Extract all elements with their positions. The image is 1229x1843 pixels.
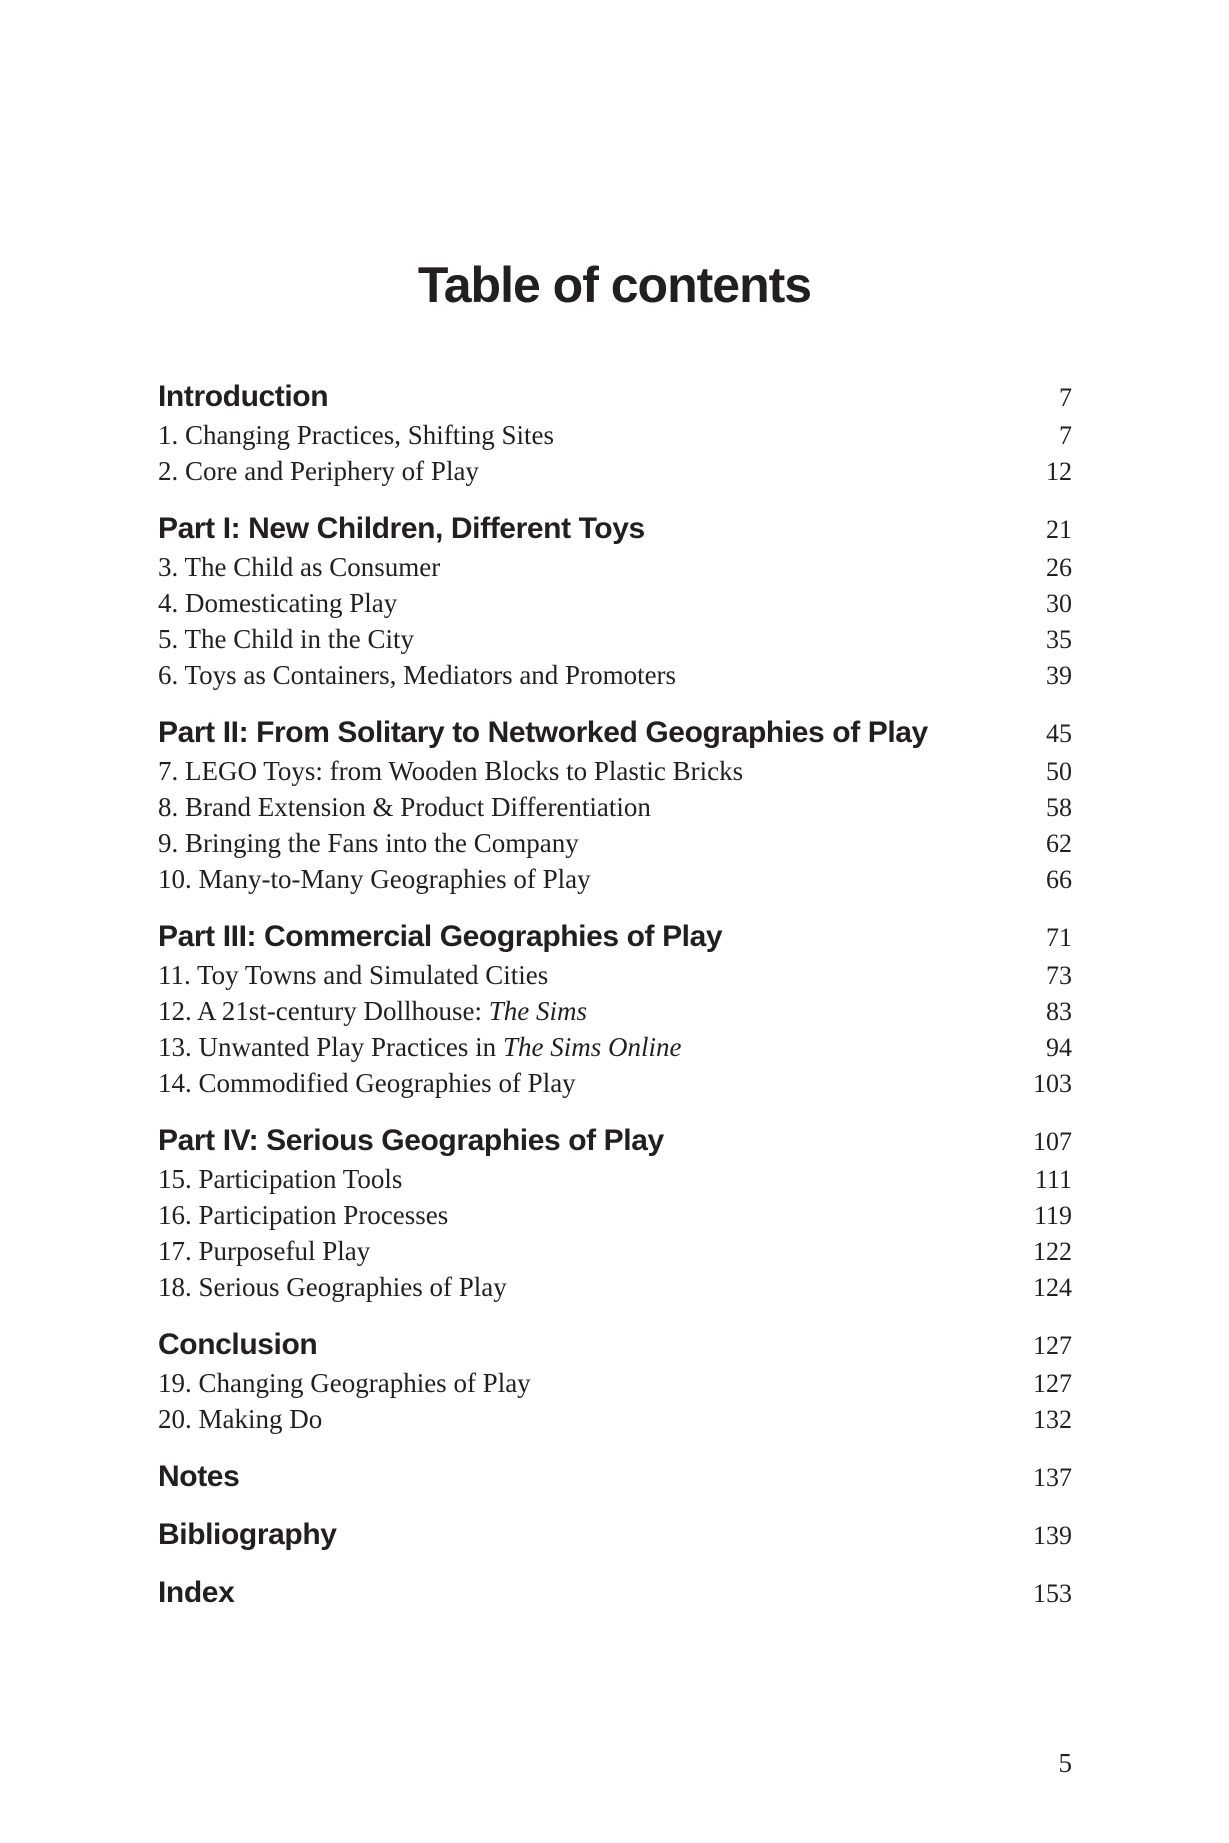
- toc-entry-label: 10. Many-to-Many Geographies of Play: [158, 864, 591, 894]
- toc-entry-page: 111: [1034, 1165, 1072, 1194]
- toc-section-part-2: [158, 716, 1072, 900]
- toc-heading: [158, 920, 1072, 960]
- toc-heading: [158, 1460, 1072, 1500]
- toc-heading: [158, 380, 1072, 420]
- toc-heading-title: Part I: New Children, Different Toys: [158, 512, 645, 545]
- toc-entry-page: 50: [1046, 757, 1072, 786]
- toc-entry: [158, 660, 1072, 696]
- toc-entry: [158, 1368, 1072, 1404]
- toc-entry: [158, 996, 1072, 1032]
- toc-heading-title: Part II: From Solitary to Networked Geographies of Play: [158, 716, 928, 749]
- toc-entry-label: [158, 1032, 681, 1063]
- toc-section-introduction: [158, 380, 1072, 492]
- toc-section-part-1: [158, 512, 1072, 696]
- toc-heading-page: 7: [1059, 383, 1072, 412]
- toc-entry-page: 58: [1046, 793, 1072, 822]
- toc-entry-page: 124: [1033, 1273, 1072, 1302]
- toc-heading-title: Index: [158, 1576, 235, 1609]
- toc-entry-page: 66: [1046, 865, 1072, 894]
- toc-entry-label: 11. Toy Towns and Simulated Cities: [158, 960, 549, 990]
- toc-entry-page: 132: [1033, 1405, 1072, 1434]
- toc-entry: [158, 1164, 1072, 1200]
- toc-entry: [158, 1200, 1072, 1236]
- toc-entry: [158, 420, 1072, 456]
- toc-entry: [158, 792, 1072, 828]
- toc-entry-label: 14. Commodified Geographies of Play: [158, 1068, 576, 1098]
- toc-entry-page: 122: [1033, 1237, 1072, 1266]
- toc-section-bibliography: [158, 1518, 1072, 1558]
- toc-section-part-4: [158, 1124, 1072, 1308]
- toc-entry-label: 1. Changing Practices, Shifting Sites: [158, 420, 554, 450]
- toc-entry: [158, 1032, 1072, 1068]
- toc-entry: [158, 756, 1072, 792]
- toc-heading: [158, 716, 1072, 756]
- toc-entry-label-text: 13. Unwanted Play Practices in: [158, 1032, 503, 1062]
- toc-entry-label-text: 12. A 21st-century Dollhouse:: [158, 996, 489, 1026]
- toc-heading: [158, 1124, 1072, 1164]
- toc-entry-page: 39: [1046, 661, 1072, 690]
- toc-entry-label: 2. Core and Periphery of Play: [158, 456, 479, 486]
- toc-entry: [158, 624, 1072, 660]
- toc-entry-label-italic: The Sims Online: [502, 1032, 682, 1062]
- toc-entry-label: 3. The Child as Consumer: [158, 552, 441, 582]
- toc-entry: [158, 1236, 1072, 1272]
- toc-heading-title: Notes: [158, 1460, 240, 1493]
- toc-entry: [158, 1272, 1072, 1308]
- toc-entry-label: 15. Participation Tools: [158, 1164, 403, 1194]
- toc-heading-page: 45: [1046, 719, 1072, 748]
- toc-entry-label: 7. LEGO Toys: from Wooden Blocks to Plastic Bricks: [158, 756, 744, 786]
- toc-section-index: [158, 1576, 1072, 1616]
- toc-entry: [158, 1068, 1072, 1104]
- toc-heading-page: 71: [1046, 923, 1072, 952]
- toc-heading-page: 127: [1033, 1331, 1072, 1360]
- toc-entry-label: 9. Bringing the Fans into the Company: [158, 828, 579, 858]
- toc-entry-page: 119: [1033, 1201, 1072, 1230]
- toc-heading-page: 107: [1033, 1127, 1072, 1156]
- toc-entry-page: 26: [1046, 553, 1072, 582]
- toc-entry: [158, 588, 1072, 624]
- toc-heading-page: 21: [1046, 515, 1072, 544]
- toc-heading-page: 153: [1033, 1579, 1072, 1608]
- toc-entry-page: 7: [1059, 421, 1072, 450]
- toc-entry-label: 5. The Child in the City: [158, 624, 414, 654]
- toc-entry-label: 19. Changing Geographies of Play: [158, 1368, 531, 1398]
- toc-heading: [158, 1518, 1072, 1558]
- toc-heading-page: 139: [1033, 1521, 1072, 1550]
- toc-entry-page: 73: [1046, 961, 1072, 990]
- toc-entry-page: 83: [1046, 997, 1072, 1026]
- toc-entry-page: 62: [1046, 829, 1072, 858]
- toc-heading-title: Bibliography: [158, 1518, 337, 1551]
- toc-section-notes: [158, 1460, 1072, 1500]
- toc-entry-page: 30: [1046, 589, 1072, 618]
- toc-entry: [158, 960, 1072, 996]
- toc-heading-title: Introduction: [158, 380, 329, 413]
- toc-entry-label: 8. Brand Extension & Product Differentiation: [158, 792, 651, 822]
- toc-entry: [158, 1404, 1072, 1440]
- toc-entry: [158, 828, 1072, 864]
- toc-entry-label: 6. Toys as Containers, Mediators and Promoters: [158, 660, 677, 690]
- toc-entry-label-italic: The Sims: [488, 996, 587, 1026]
- toc-entry-label: [158, 996, 587, 1027]
- toc-entry-label: 20. Making Do: [158, 1404, 323, 1434]
- page-title: Table of contents: [417, 257, 812, 313]
- toc-heading-title: Part IV: Serious Geographies of Play: [158, 1124, 664, 1157]
- toc-heading: [158, 1328, 1072, 1368]
- toc-entry: [158, 864, 1072, 900]
- toc-entry: [158, 552, 1072, 588]
- table-of-contents: [158, 380, 1072, 1634]
- toc-entry-page: 35: [1046, 625, 1072, 654]
- toc-heading-page: 137: [1033, 1463, 1072, 1492]
- toc-entry-label: 18. Serious Geographies of Play: [158, 1272, 507, 1302]
- toc-section-part-3: [158, 920, 1072, 1104]
- toc-heading-title: Part III: Commercial Geographies of Play: [158, 920, 723, 953]
- toc-section-conclusion: [158, 1328, 1072, 1440]
- toc-entry: [158, 456, 1072, 492]
- toc-entry-page: 103: [1033, 1069, 1072, 1098]
- toc-heading: [158, 1576, 1072, 1616]
- toc-entry-label: 4. Domesticating Play: [158, 588, 398, 618]
- toc-heading: [158, 512, 1072, 552]
- toc-entry-page: 127: [1033, 1369, 1072, 1398]
- page-number: 5: [1058, 1748, 1072, 1778]
- toc-entry-label: 17. Purposeful Play: [158, 1236, 371, 1266]
- toc-entry-page: 12: [1046, 457, 1072, 486]
- toc-entry-label: 16. Participation Processes: [158, 1200, 449, 1230]
- toc-heading-title: Conclusion: [158, 1328, 318, 1361]
- toc-entry-page: 94: [1046, 1033, 1072, 1062]
